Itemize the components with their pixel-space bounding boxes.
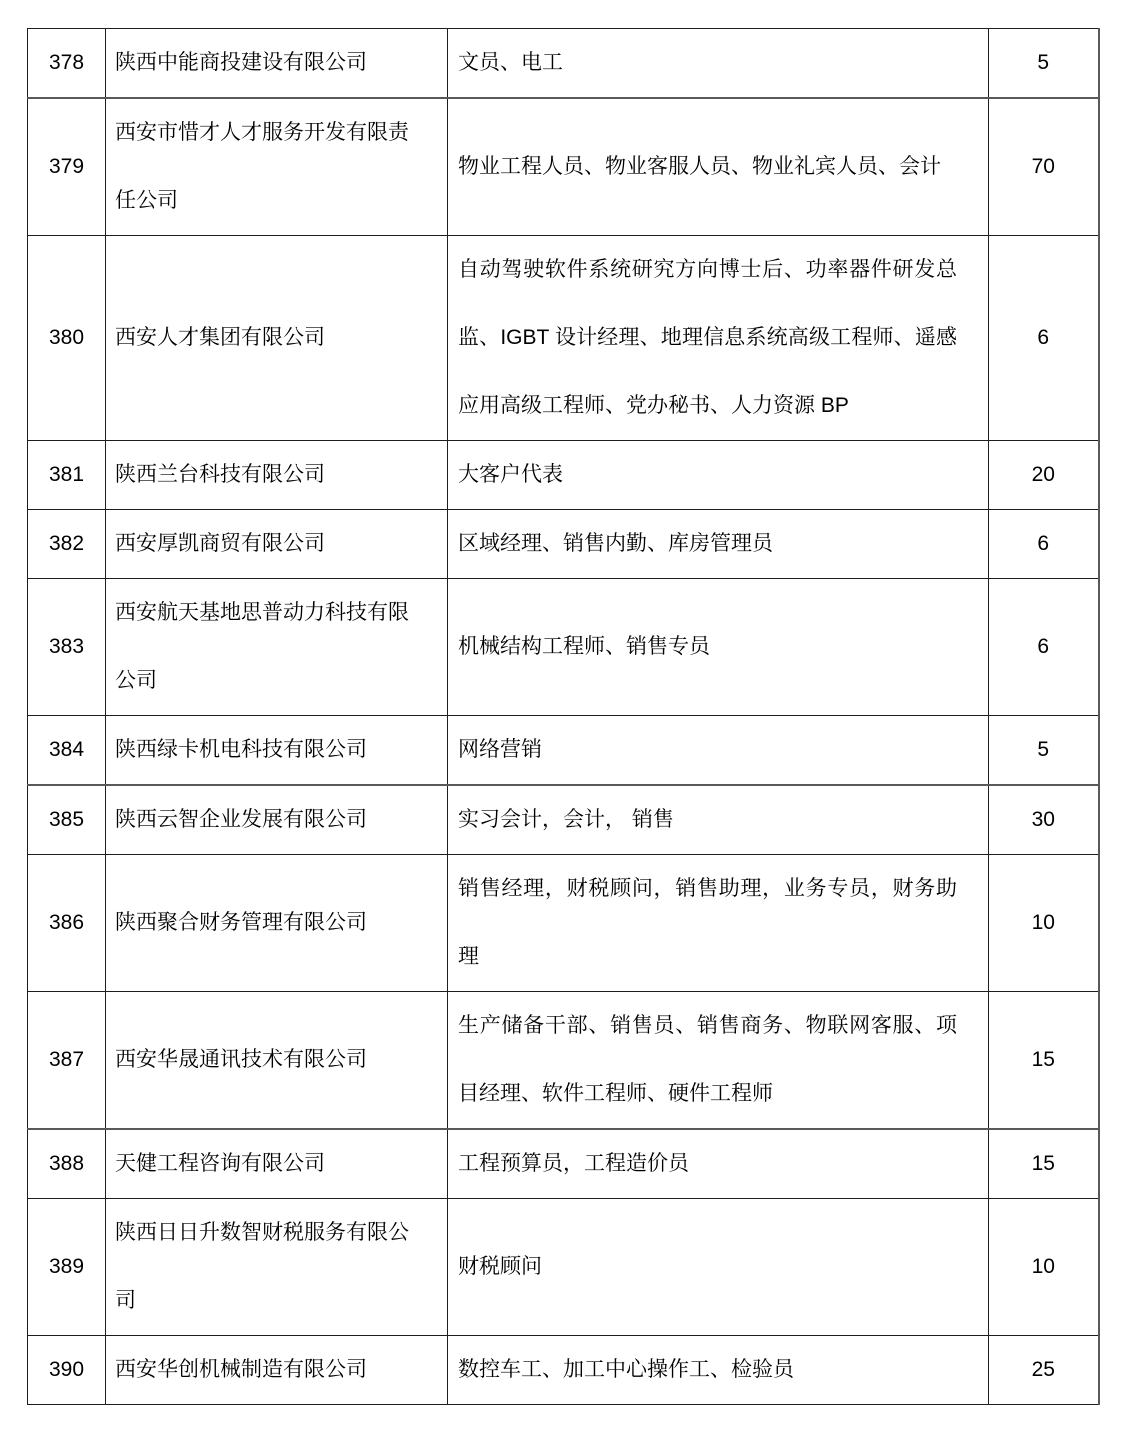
table-row: [28, 29, 1099, 99]
count-cell: 6: [989, 579, 1099, 716]
table-row: [28, 236, 1099, 441]
company-cell: 陕西中能商投建设有限公司: [106, 29, 448, 99]
company-cell: 陕西聚合财务管理有限公司: [106, 855, 448, 992]
company-cell: 陕西绿卡机电科技有限公司: [106, 716, 448, 786]
row-number-cell: 389: [28, 1199, 106, 1336]
row-number-cell: 388: [28, 1129, 106, 1199]
jobs-cell: 大客户代表: [448, 441, 989, 510]
jobs-cell: 销售经理，财税顾问，销售助理，业务专员，财务助理: [448, 855, 989, 992]
row-number-cell: 379: [28, 98, 106, 236]
jobs-cell: 机械结构工程师、销售专员: [448, 579, 989, 716]
count-cell: 5: [989, 29, 1099, 99]
jobs-cell: 区域经理、销售内勤、库房管理员: [448, 510, 989, 579]
company-cell: 陕西日日升数智财税服务有限公司: [106, 1199, 448, 1336]
jobs-cell: 数控车工、加工中心操作工、检验员: [448, 1336, 989, 1405]
table-row: [28, 441, 1099, 510]
company-cell: 天健工程咨询有限公司: [106, 1129, 448, 1199]
count-cell: 15: [989, 1129, 1099, 1199]
jobs-cell: 生产储备干部、销售员、销售商务、物联网客服、项目经理、软件工程师、硬件工程师: [448, 992, 989, 1130]
row-number-cell: 385: [28, 785, 106, 855]
table-row: [28, 992, 1099, 1130]
table-row: [28, 855, 1099, 992]
row-number-cell: 386: [28, 855, 106, 992]
company-cell: 陕西云智企业发展有限公司: [106, 785, 448, 855]
table-row: [28, 579, 1099, 716]
table-row: [28, 98, 1099, 236]
company-cell: 西安市惜才人才服务开发有限责任公司: [106, 98, 448, 236]
count-cell: 30: [989, 785, 1099, 855]
count-cell: 6: [989, 236, 1099, 441]
table-row: [28, 785, 1099, 855]
row-number-cell: 387: [28, 992, 106, 1130]
company-cell: 西安航天基地思普动力科技有限公司: [106, 579, 448, 716]
count-cell: 10: [989, 1199, 1099, 1336]
table-row: [28, 716, 1099, 786]
jobs-cell: 网络营销: [448, 716, 989, 786]
company-cell: 西安华创机械制造有限公司: [106, 1336, 448, 1405]
table-row: [28, 1336, 1099, 1405]
row-number-cell: 384: [28, 716, 106, 786]
row-number-cell: 382: [28, 510, 106, 579]
jobs-cell: 自动驾驶软件系统研究方向博士后、功率器件研发总监、IGBT 设计经理、地理信息系统高级工程师、遥感应用高级工程师、党办秘书、人力资源 BP: [448, 236, 989, 441]
count-cell: 10: [989, 855, 1099, 992]
jobs-cell: 实习会计，会计， 销售: [448, 785, 989, 855]
row-number-cell: 378: [28, 29, 106, 99]
count-cell: 20: [989, 441, 1099, 510]
row-number-cell: 381: [28, 441, 106, 510]
table-row: [28, 510, 1099, 579]
company-cell: 陕西兰台科技有限公司: [106, 441, 448, 510]
company-cell: 西安厚凯商贸有限公司: [106, 510, 448, 579]
table-row: [28, 1129, 1099, 1199]
jobs-cell: 文员、电工: [448, 29, 989, 99]
count-cell: 70: [989, 98, 1099, 236]
recruitment-table: [27, 28, 1100, 1405]
count-cell: 5: [989, 716, 1099, 786]
row-number-cell: 380: [28, 236, 106, 441]
row-number-cell: 383: [28, 579, 106, 716]
company-cell: 西安人才集团有限公司: [106, 236, 448, 441]
count-cell: 25: [989, 1336, 1099, 1405]
count-cell: 6: [989, 510, 1099, 579]
jobs-cell: 物业工程人员、物业客服人员、物业礼宾人员、会计: [448, 98, 989, 236]
count-cell: 15: [989, 992, 1099, 1130]
jobs-cell: 工程预算员，工程造价员: [448, 1129, 989, 1199]
jobs-cell: 财税顾问: [448, 1199, 989, 1336]
company-cell: 西安华晟通讯技术有限公司: [106, 992, 448, 1130]
row-number-cell: 390: [28, 1336, 106, 1405]
table-row: [28, 1199, 1099, 1336]
